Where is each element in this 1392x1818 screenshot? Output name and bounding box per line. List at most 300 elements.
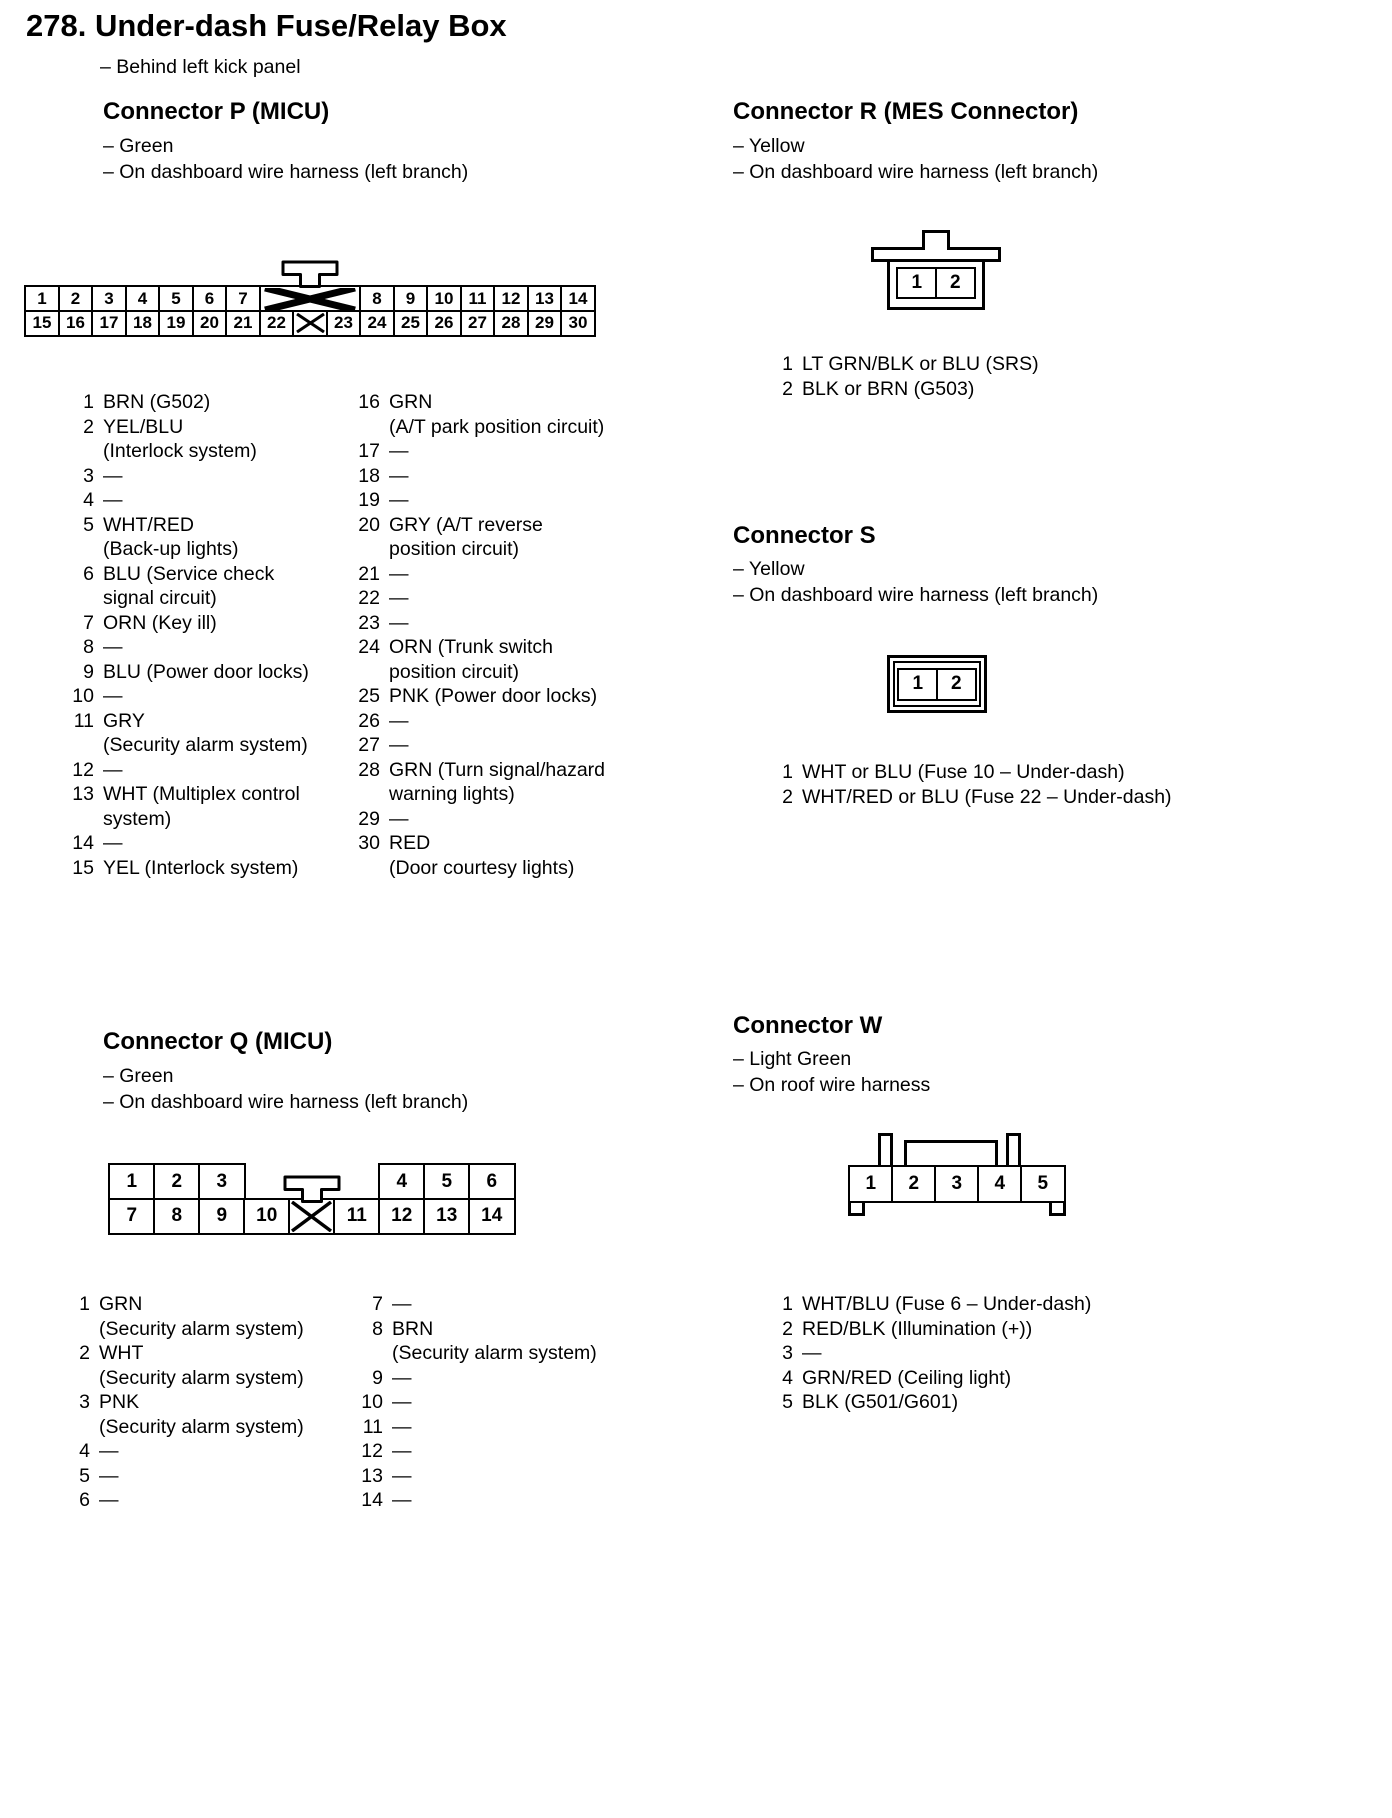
- pin-cell: 18: [125, 310, 161, 337]
- pin-entry: [60, 1464, 304, 1489]
- pin-cell: 3: [198, 1163, 246, 1200]
- pin-entry: [350, 635, 605, 684]
- connector-p-pin-list-right: [350, 390, 605, 880]
- pin-entry: [763, 377, 1039, 402]
- pin-entry: [64, 415, 309, 464]
- pin-number: 8: [83, 636, 94, 658]
- pin-desc-line: —: [389, 709, 409, 732]
- pin-entry: [60, 1390, 304, 1439]
- pin-description: [389, 513, 543, 562]
- pin-cell: 1: [896, 267, 937, 299]
- pin-description: [802, 760, 1125, 785]
- pin-number: 1: [782, 353, 793, 375]
- connector-q-pin-list-left: [60, 1292, 304, 1513]
- pin-entry: [64, 758, 309, 783]
- pin-desc-line: —: [99, 1440, 119, 1462]
- pin-desc-line: GRN: [389, 391, 433, 413]
- pin-entry: [763, 1292, 1091, 1317]
- pin-entry: [350, 439, 605, 464]
- x-icon: [291, 1201, 332, 1232]
- pin-number: 2: [782, 377, 793, 400]
- pin-description: [389, 464, 409, 489]
- pin-cell: 24: [359, 310, 395, 337]
- connector-s-bullets: [733, 556, 1098, 608]
- pin-entry: [763, 1317, 1091, 1342]
- pin-cell: 23: [326, 310, 362, 337]
- connector-s-heading: Connector S: [733, 522, 876, 549]
- bullet-line: – On roof wire harness: [733, 1074, 931, 1096]
- pin-description: [389, 733, 409, 758]
- pin-number: 9: [372, 1366, 383, 1389]
- pin-entry: [350, 390, 605, 439]
- connector-q-bullets: [103, 1063, 468, 1115]
- pin-desc-line: BRN: [392, 1317, 434, 1340]
- pin-number: 30: [358, 832, 380, 854]
- pin-desc-line: —: [389, 489, 409, 511]
- pin-desc-line: —: [99, 1489, 119, 1511]
- pin-entry: [64, 464, 309, 489]
- pin-cell: 29: [527, 310, 563, 337]
- pin-number: 8: [372, 1317, 383, 1340]
- pin-description: [802, 1292, 1091, 1317]
- pin-desc-line: —: [802, 1342, 822, 1364]
- pin-number: 9: [83, 660, 94, 683]
- pin-description: [392, 1366, 412, 1391]
- connector-p-heading: Connector P (MICU): [103, 98, 330, 125]
- cell-group: [378, 1163, 516, 1200]
- x-icon: [296, 313, 325, 333]
- pin-cell: 1: [24, 285, 60, 312]
- pin-number: 24: [358, 636, 380, 658]
- pin-desc-line: BLU (Power door locks): [103, 660, 309, 683]
- connector-key-rail: [904, 1140, 998, 1168]
- pin-entry: [64, 709, 309, 758]
- pin-number: 1: [83, 391, 94, 413]
- pin-entry: [763, 1341, 1091, 1366]
- pin-number: 4: [79, 1440, 90, 1462]
- pin-entry: [350, 758, 605, 807]
- pin-description: [99, 1292, 304, 1341]
- pin-cell: 20: [192, 310, 228, 337]
- pin-description: [103, 415, 257, 464]
- pin-number: 28: [358, 758, 380, 781]
- pin-desc-line: —: [389, 440, 409, 462]
- pin-desc-line: (Security alarm system): [103, 734, 308, 756]
- pin-cell: 7: [108, 1198, 156, 1235]
- pin-entry: [353, 1366, 597, 1391]
- pin-entry: [64, 856, 309, 881]
- pin-number: 12: [72, 758, 94, 781]
- pin-desc-line: YEL (Interlock system): [103, 856, 299, 879]
- pin-cell: 30: [560, 310, 596, 337]
- pin-number: 13: [361, 1464, 383, 1487]
- pin-number: 21: [358, 562, 380, 585]
- pin-entry: [353, 1488, 597, 1513]
- pin-desc-line: —: [392, 1415, 412, 1438]
- pin-desc-line: YEL/BLU: [103, 415, 184, 438]
- cell-group: [326, 310, 597, 337]
- pin-entry: [350, 831, 605, 880]
- pin-desc-line: WHT/RED or BLU (Fuse 22 – Under-dash): [802, 785, 1172, 808]
- pin-cell: 5: [423, 1163, 471, 1200]
- pin-cell: 10: [426, 285, 462, 312]
- pin-entry: [64, 782, 309, 831]
- pin-number: 1: [782, 761, 793, 783]
- bullet-line: – On dashboard wire harness (left branch): [733, 161, 1099, 183]
- pin-cell: 26: [426, 310, 462, 337]
- pin-description: [802, 1317, 1032, 1342]
- pin-desc-line: —: [103, 832, 123, 854]
- pin-desc-line: WHT or BLU (Fuse 10 – Under-dash): [802, 761, 1125, 783]
- connector-s-inner-shell: [893, 661, 981, 707]
- connector-r-diagram: [871, 230, 1001, 310]
- pin-description: [103, 488, 123, 513]
- pin-desc-line: LT GRN/BLK or BLU (SRS): [802, 353, 1039, 375]
- pin-entry: [350, 611, 605, 636]
- pin-cell: 6: [468, 1163, 516, 1200]
- pin-number: 4: [83, 489, 94, 511]
- pin-description: [389, 390, 604, 439]
- pin-cell: 19: [158, 310, 194, 337]
- connector-s-diagram: [887, 655, 987, 713]
- pin-entry: [763, 352, 1039, 377]
- connector-r-bullets: [733, 133, 1098, 185]
- pin-entry: [64, 831, 309, 856]
- pin-description: [392, 1464, 412, 1489]
- pin-number: 12: [361, 1440, 383, 1462]
- pin-desc-line: ORN (Key ill): [103, 611, 217, 634]
- pin-number: 1: [79, 1293, 90, 1315]
- connector-lug-right: [1006, 1133, 1021, 1168]
- pin-cell: 7: [225, 285, 261, 312]
- pin-description: [389, 586, 409, 611]
- pin-cell: 28: [493, 310, 529, 337]
- pin-entry: [350, 807, 605, 832]
- cell-group: [848, 1165, 1066, 1203]
- pin-desc-line: GRY (A/T reverse: [389, 513, 543, 536]
- pin-entry: [763, 760, 1172, 785]
- pin-entry: [60, 1439, 304, 1464]
- cell-group: [108, 1163, 246, 1200]
- pin-desc-line: BRN (G502): [103, 391, 211, 413]
- pin-desc-line: GRN/RED (Ceiling light): [802, 1366, 1012, 1389]
- page-subtitle: – Behind left kick panel: [100, 56, 301, 78]
- pin-entry: [353, 1439, 597, 1464]
- connector-r-heading: Connector R (MES Connector): [733, 98, 1079, 125]
- pin-description: [389, 635, 553, 684]
- pin-description: [392, 1317, 597, 1366]
- pin-desc-line: ORN (Trunk switch: [389, 636, 553, 658]
- pin-number: 16: [358, 391, 380, 413]
- pin-entry: [350, 586, 605, 611]
- connector-p-row-top: [24, 285, 596, 312]
- pin-desc-line: position circuit): [389, 660, 520, 683]
- pin-number: 15: [72, 856, 94, 879]
- pin-desc-line: BLU (Service check: [103, 562, 275, 585]
- pin-entry: [350, 464, 605, 489]
- blocked-pin-cell: [288, 1198, 336, 1235]
- bullet-line: – On dashboard wire harness (left branch): [733, 584, 1099, 606]
- pin-description: [389, 562, 409, 587]
- pin-desc-line: —: [99, 1464, 119, 1487]
- pin-desc-line: —: [392, 1489, 412, 1511]
- connector-w-pin-row: [848, 1165, 1066, 1203]
- blocked-pin-cell: [292, 310, 328, 337]
- pin-description: [392, 1390, 412, 1415]
- pin-cell: 14: [468, 1198, 516, 1235]
- pin-cell: 5: [1020, 1165, 1066, 1203]
- pin-number: 19: [358, 489, 380, 511]
- pin-cell: 25: [393, 310, 429, 337]
- pin-number: 17: [358, 440, 380, 462]
- pin-description: [389, 831, 574, 880]
- pin-entry: [350, 513, 605, 562]
- connector-q-heading: Connector Q (MICU): [103, 1028, 333, 1055]
- pin-entry: [60, 1488, 304, 1513]
- connector-p-diagram: [24, 260, 596, 340]
- pin-desc-line: (A/T park position circuit): [389, 415, 605, 438]
- pin-cell: 5: [158, 285, 194, 312]
- pin-entry: [60, 1292, 304, 1341]
- pin-description: [392, 1292, 412, 1317]
- pin-description: [99, 1464, 119, 1489]
- connector-w-pin-list: [763, 1292, 1091, 1415]
- pin-cell: 1: [848, 1165, 894, 1203]
- pin-desc-line: —: [389, 587, 409, 609]
- pin-desc-line: WHT: [99, 1342, 144, 1364]
- pin-desc-line: WHT (Multiplex control: [103, 783, 300, 805]
- pin-cell: 13: [527, 285, 563, 312]
- pin-desc-line: warning lights): [389, 783, 515, 805]
- pin-cell: 12: [493, 285, 529, 312]
- pin-cell: 2: [153, 1163, 201, 1200]
- pin-description: [103, 611, 217, 636]
- pin-cell: 1: [897, 668, 938, 701]
- pin-entry: [350, 733, 605, 758]
- pin-description: [103, 831, 123, 856]
- connector-s-pin-list: [763, 760, 1172, 809]
- pin-number: 6: [83, 562, 94, 585]
- pin-number: 14: [361, 1489, 383, 1511]
- pin-number: 29: [358, 807, 380, 830]
- pin-desc-line: signal circuit): [103, 587, 217, 609]
- pin-desc-line: (Security alarm system): [99, 1366, 304, 1389]
- connector-r-pin-list: [763, 352, 1039, 401]
- connector-foot-left: [848, 1201, 865, 1216]
- cell-group: [24, 285, 261, 312]
- connector-q-row-bottom: [108, 1198, 516, 1235]
- pin-cell: 21: [225, 310, 261, 337]
- pin-description: [103, 562, 274, 611]
- page-title: 278. Under-dash Fuse/Relay Box: [26, 8, 507, 43]
- pin-description: [389, 709, 409, 734]
- pin-cell: 22: [259, 310, 295, 337]
- pin-description: [802, 785, 1172, 810]
- pin-cell: 14: [560, 285, 596, 312]
- pin-number: 4: [782, 1366, 793, 1389]
- pin-description: [392, 1415, 412, 1440]
- pin-cell: 11: [333, 1198, 381, 1235]
- pin-entry: [353, 1292, 597, 1317]
- pin-desc-line: (Security alarm system): [99, 1415, 304, 1438]
- pin-number: 14: [72, 832, 94, 854]
- pin-desc-line: BLK or BRN (G503): [802, 377, 975, 400]
- pin-entry: [64, 488, 309, 513]
- pin-desc-line: —: [392, 1391, 412, 1413]
- pin-entry: [64, 660, 309, 685]
- pin-number: 26: [358, 709, 380, 732]
- pin-number: 11: [73, 709, 94, 732]
- pin-number: 2: [782, 785, 793, 808]
- pin-cell: 27: [460, 310, 496, 337]
- pin-description: [389, 439, 409, 464]
- pin-description: [389, 488, 409, 513]
- pin-desc-line: BLK (G501/G601): [802, 1391, 959, 1413]
- pin-number: 1: [782, 1293, 793, 1315]
- pin-description: [802, 377, 974, 402]
- pin-cell: 2: [935, 267, 976, 299]
- pin-number: 7: [83, 611, 94, 634]
- pin-desc-line: system): [103, 807, 172, 830]
- pin-cell: 15: [24, 310, 60, 337]
- pin-cell: 4: [977, 1165, 1023, 1203]
- pin-entry: [350, 709, 605, 734]
- pin-desc-line: (Door courtesy lights): [389, 856, 575, 879]
- x-brace-icon: [264, 288, 356, 310]
- pin-cell: 1: [108, 1163, 156, 1200]
- pin-description: [392, 1439, 412, 1464]
- pin-entry: [353, 1464, 597, 1489]
- cell-group: [896, 267, 976, 299]
- connector-key-tab-icon: [281, 260, 339, 288]
- pin-description: [99, 1341, 304, 1390]
- pin-description: [103, 709, 308, 758]
- pin-number: 5: [79, 1464, 90, 1487]
- pin-entry: [64, 390, 309, 415]
- cell-group: [24, 310, 295, 337]
- pin-number: 5: [83, 513, 94, 536]
- pin-number: 2: [79, 1342, 90, 1364]
- pin-desc-line: PNK (Power door locks): [389, 685, 598, 707]
- cell-group: [897, 668, 977, 701]
- pin-cell: 4: [125, 285, 161, 312]
- pin-number: 3: [782, 1342, 793, 1364]
- bullet-line: – Green: [103, 1065, 174, 1087]
- pin-number: 25: [358, 685, 380, 707]
- pin-entry: [763, 1390, 1091, 1415]
- pin-desc-line: PNK: [99, 1391, 140, 1413]
- pin-cell: 2: [936, 668, 977, 701]
- bullet-line: – Light Green: [733, 1048, 852, 1070]
- connector-p-bullets: [103, 133, 468, 185]
- pin-description: [99, 1390, 304, 1439]
- pin-entry: [64, 611, 309, 636]
- pin-entry: [64, 513, 309, 562]
- pin-desc-line: —: [389, 611, 409, 634]
- pin-number: 20: [358, 513, 380, 536]
- pin-number: 22: [358, 587, 380, 609]
- pin-description: [802, 1341, 822, 1366]
- pin-description: [802, 352, 1039, 377]
- pin-desc-line: (Security alarm system): [99, 1317, 304, 1340]
- pin-cell: 6: [192, 285, 228, 312]
- pin-number: 10: [72, 685, 94, 707]
- pin-description: [103, 635, 123, 660]
- pin-number: 7: [372, 1293, 383, 1315]
- pin-description: [99, 1439, 119, 1464]
- pin-desc-line: —: [103, 489, 123, 511]
- pin-description: [802, 1390, 958, 1415]
- pin-number: 3: [79, 1391, 90, 1413]
- connector-p-row-bottom: [24, 310, 596, 337]
- pin-desc-line: —: [389, 464, 409, 487]
- connector-foot-right: [1049, 1201, 1066, 1216]
- connector-q-diagram: [108, 1163, 516, 1235]
- pin-number: 13: [72, 783, 94, 805]
- cell-group: [333, 1198, 516, 1235]
- pin-description: [389, 758, 605, 807]
- connector-w-diagram: [848, 1131, 1066, 1221]
- pin-desc-line: —: [392, 1440, 412, 1462]
- pin-entry: [763, 1366, 1091, 1391]
- pin-description: [389, 807, 409, 832]
- pin-number: 27: [358, 734, 380, 756]
- pin-desc-line: (Interlock system): [103, 440, 257, 462]
- pin-entry: [350, 562, 605, 587]
- pin-desc-line: RED/BLK (Illumination (+)): [802, 1317, 1033, 1340]
- cell-group: [108, 1198, 291, 1235]
- pin-number: 2: [782, 1317, 793, 1340]
- pin-cell: 9: [198, 1198, 246, 1235]
- pin-cell: 8: [153, 1198, 201, 1235]
- pin-desc-line: —: [103, 464, 123, 487]
- pin-cell: 3: [934, 1165, 980, 1203]
- pin-cell: 4: [378, 1163, 426, 1200]
- bullet-line: – Yellow: [733, 558, 805, 580]
- pin-desc-line: —: [389, 562, 409, 585]
- bullet-line: – On dashboard wire harness (left branch): [103, 1091, 469, 1113]
- pin-description: [103, 513, 238, 562]
- pin-entry: [60, 1341, 304, 1390]
- pin-number: 23: [358, 611, 380, 634]
- pin-description: [103, 856, 298, 881]
- connector-key-tab-icon: [283, 1175, 341, 1203]
- pin-desc-line: —: [103, 685, 123, 707]
- connector-r-body: [887, 259, 985, 310]
- pin-entry: [353, 1317, 597, 1366]
- pin-cell: 12: [378, 1198, 426, 1235]
- bullet-line: – Yellow: [733, 135, 805, 157]
- pin-desc-line: RED: [389, 832, 431, 854]
- connector-q-pin-list-right: [353, 1292, 597, 1513]
- pin-entry: [64, 562, 309, 611]
- pin-description: [802, 1366, 1011, 1391]
- pin-entry: [64, 635, 309, 660]
- pin-number: 10: [361, 1391, 383, 1413]
- pin-description: [103, 660, 309, 685]
- pin-description: [389, 611, 409, 636]
- pin-desc-line: —: [392, 1293, 412, 1315]
- pin-desc-line: WHT/RED: [103, 513, 194, 536]
- pin-entry: [763, 785, 1172, 810]
- pin-description: [103, 782, 300, 831]
- pin-entry: [350, 684, 605, 709]
- pin-desc-line: (Security alarm system): [392, 1342, 597, 1364]
- pin-description: [392, 1488, 412, 1513]
- pin-description: [389, 684, 597, 709]
- connector-p-pin-grid: [24, 285, 596, 337]
- pin-cell: 9: [393, 285, 429, 312]
